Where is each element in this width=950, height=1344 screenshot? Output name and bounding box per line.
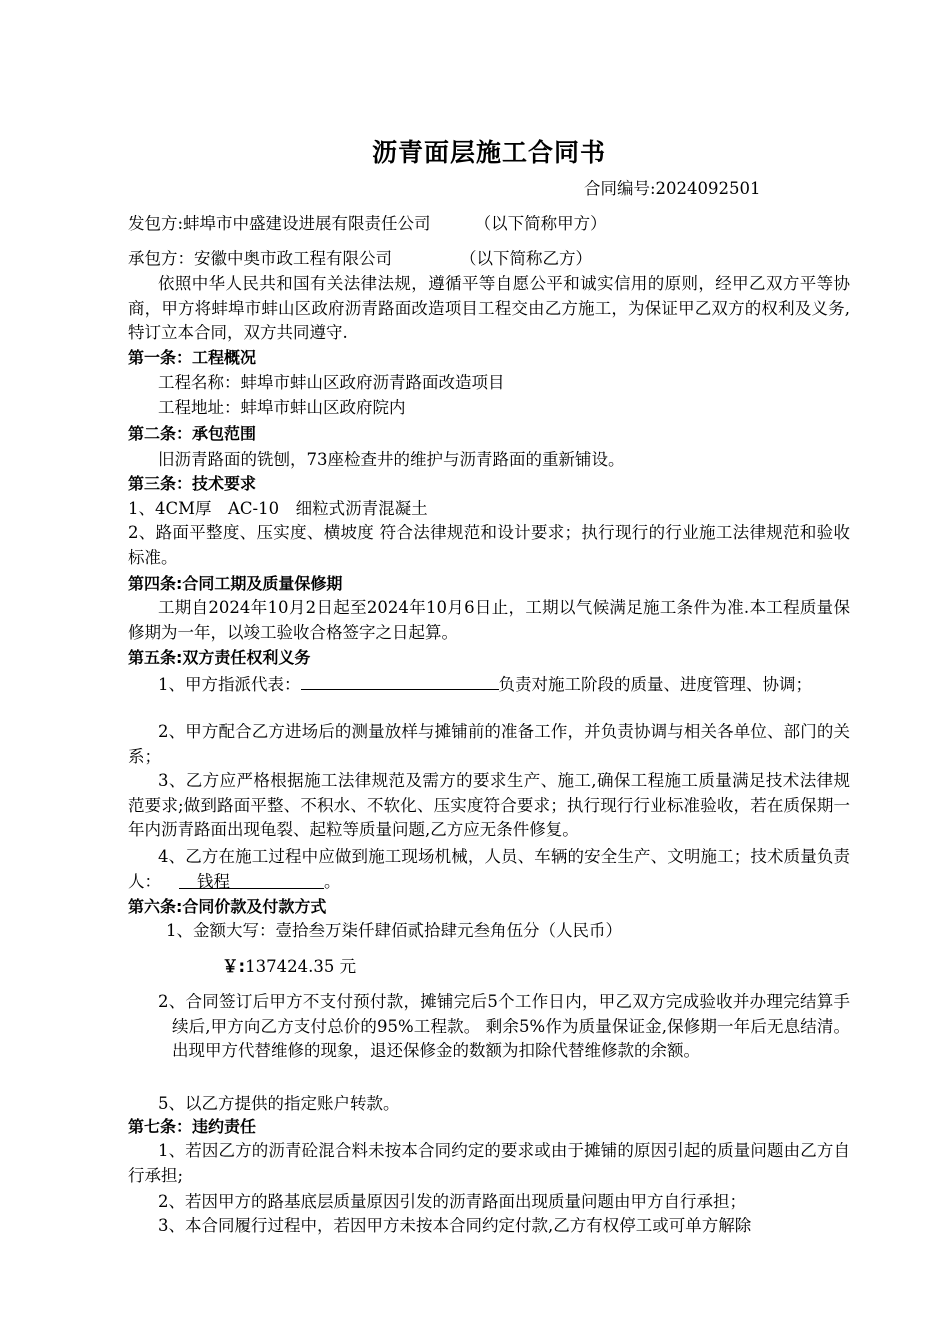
party-a-note: （以下简称甲方） xyxy=(474,214,607,233)
document-title: 沥青面层施工合同书 xyxy=(371,138,606,167)
duty-item-4-end: 。 xyxy=(324,871,341,891)
contract-number: 合同编号:2024092501 xyxy=(584,179,761,198)
duty-item-1 xyxy=(128,671,850,698)
payment-item-2: 2、合同签订后甲方不支付预付款，摊铺完后5个工作日内，甲乙双方完成验收并办理完结算手续后,甲方向乙方支付总价的95%工程款。 剩余5%作为质量保证金,保修期一年后无息结清。出现甲方代替维修的现象，退还保修金的数额为扣除代替维修款的余额。 xyxy=(158,992,850,1060)
duty-item-2: 2、甲方配合乙方进场后的测量放样与摊铺前的准备工作，并负责协调与相关各单位、部门的关系； xyxy=(128,722,850,766)
party-b-label: 承包方：安徽中奥市政工程有限公司 xyxy=(128,249,392,268)
payment-item-5: 5、以乙方提供的指定账户转款。 xyxy=(158,1094,400,1113)
scope-text: 旧沥青路面的铣刨，73座检查井的维护与沥青路面的重新铺设。 xyxy=(158,450,625,469)
duty-item-1-prefix: 1、甲方指派代表： xyxy=(158,675,301,694)
article-6-heading: 第六条:合同价款及付款方式 xyxy=(128,897,327,916)
party-a-label: 发包方:蚌埠市中盛建设进展有限责任公司 xyxy=(128,214,431,233)
liability-item-3: 3、本合同履行过程中，若因甲方未按本合同约定付款,乙方有权停工或可单方解除 xyxy=(158,1216,752,1235)
article-3-heading: 第三条：技术要求 xyxy=(128,474,257,493)
currency-symbol: ￥: xyxy=(222,957,246,976)
intro-paragraph: 依照中华人民共和国有关法律法规，遵循平等自愿公平和诚实信用的原则，经甲乙双方平等协商，甲方将蚌埠市蚌山区政府沥青路面改造项目工程交由乙方施工，为保证甲乙双方的权利及义务,特订立本合同，双方共同遵守. xyxy=(128,274,850,342)
tech-item-1: 1、4CM厚 AC-10 细粒式沥青混凝土 xyxy=(128,499,428,518)
duty-item-3: 3、乙方应严格根据施工法律规范及需方的要求生产、施工,确保工程施工质量满足技术法律规范要求;做到路面平整、不积水、不软化、压实度符合要求；执行现行行业标准验收，若在质保期一年内沥青路面出现龟裂、起粒等质量问题,乙方应无条件修复。 xyxy=(128,771,850,839)
party-a-line xyxy=(128,212,850,236)
article-1-heading: 第一条：工程概况 xyxy=(128,348,257,367)
article-7-heading: 第七条：违约责任 xyxy=(128,1117,257,1136)
quality-manager-field xyxy=(179,870,324,889)
quality-manager-name: 钱程 xyxy=(197,871,230,891)
duty-item-4-text: 4、乙方在施工过程中应做到施工现场机械，人员、车辆的安全生产、文明施工；技术质量负责人： xyxy=(128,847,850,891)
project-name: 工程名称：蚌埠市蚌山区政府沥青路面改造项目 xyxy=(158,373,505,392)
party-b-line xyxy=(128,247,850,271)
liability-item-1: 1、若因乙方的沥青砼混合料未按本合同约定的要求或由于摊铺的原因引起的质量问题由乙方自行承担; xyxy=(128,1141,850,1185)
article-2-heading: 第二条：承包范围 xyxy=(128,424,257,443)
period-text: 工期自2024年10月2日起至2024年10月6日止，工期以气候满足施工条件为准.本工程质量保修期为一年，以竣工验收合格签字之日起算。 xyxy=(128,598,850,642)
amount-value: 137424.35 元 xyxy=(245,957,357,976)
article-4-heading: 第四条:合同工期及质量保修期 xyxy=(128,574,343,593)
amount-figures xyxy=(222,955,944,979)
duty-item-4 xyxy=(128,845,850,894)
representative-blank xyxy=(301,671,499,690)
party-b-note: （以下简称乙方） xyxy=(460,249,592,268)
article-5-heading: 第五条:双方责任权利义务 xyxy=(128,648,311,667)
amount-in-words: 1、金额大写：壹拾叁万柒仟肆佰贰拾肆元叁角伍分（人民币） xyxy=(166,921,622,940)
project-address: 工程地址：蚌埠市蚌山区政府院内 xyxy=(158,398,406,417)
liability-item-2: 2、若因甲方的路基底层质量原因引发的沥青路面出现质量问题由甲方自行承担； xyxy=(158,1192,746,1211)
duty-item-1-suffix: 负责对施工阶段的质量、进度管理、协调； xyxy=(498,675,812,694)
tech-item-2: 2、路面平整度、压实度、横坡度 符合法律规范和设计要求；执行现行的行业施工法律规范和验收标准。 xyxy=(128,523,850,567)
